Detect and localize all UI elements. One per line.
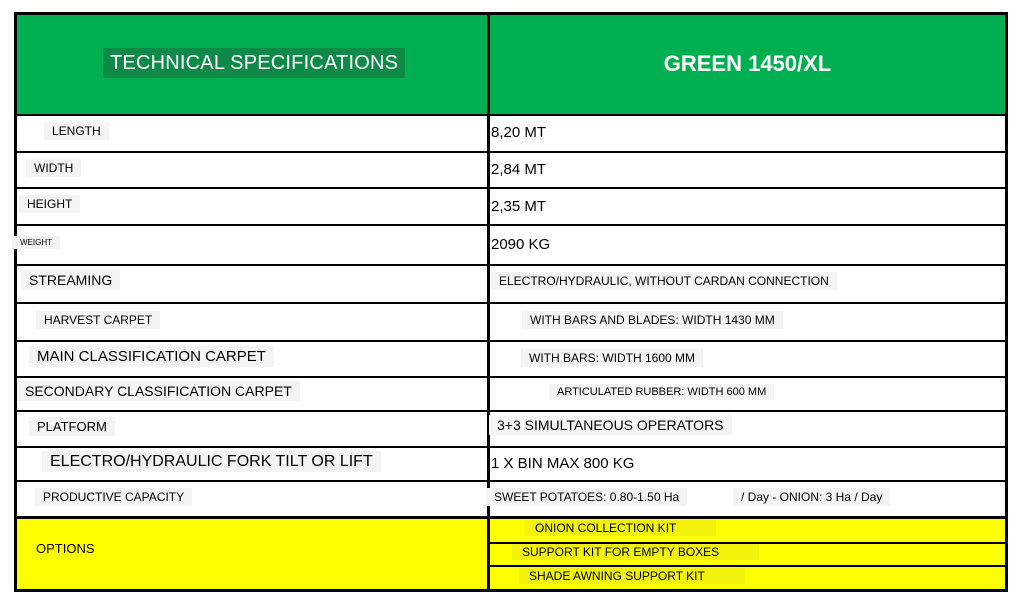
spec-label-height: HEIGHT: [19, 197, 80, 211]
row-divider: [17, 264, 1005, 266]
spec-value-height: 2,35 MT: [491, 198, 547, 215]
spec-label-secondary-classification-carpet: SECONDARY CLASSIFICATION CARPET: [17, 383, 300, 399]
spec-value-main-classification-carpet: WITH BARS: WIDTH 1600 MM: [521, 351, 703, 365]
spec-label-fork: ELECTRO/HYDRAULIC FORK TILT OR LIFT: [42, 453, 381, 471]
spec-label-length: LENGTH: [44, 124, 109, 138]
options-divider: [490, 565, 1005, 567]
spec-label-weight: WEIGHT: [12, 238, 60, 247]
spec-title: TECHNICAL SPECIFICATIONS: [103, 48, 405, 78]
row-divider: [17, 480, 1005, 482]
row-divider: [17, 302, 1005, 304]
spec-value-fork: 1 X BIN MAX 800 KG: [491, 455, 635, 472]
row-divider: [17, 516, 1005, 519]
spec-value-length: 8,20 MT: [491, 124, 547, 141]
row-divider: [17, 187, 1005, 189]
spec-value-platform: 3+3 SIMULTANEOUS OPERATORS: [489, 417, 732, 433]
option-shade-awning-support-kit: SHADE AWNING SUPPORT KIT: [519, 569, 745, 583]
model-name: GREEN 1450/XL: [663, 51, 832, 76]
row-divider: [17, 410, 1005, 412]
spec-label-streaming: STREAMING: [21, 272, 120, 288]
spec-value-secondary-classification-carpet: ARTICULATED RUBBER: WIDTH 600 MM: [549, 386, 774, 398]
spec-label-main-classification-carpet: MAIN CLASSIFICATION CARPET: [29, 348, 274, 365]
spec-label-productive-capacity: PRODUCTIVE CAPACITY: [35, 490, 192, 504]
row-divider: [17, 376, 1005, 378]
spec-label-platform: PLATFORM: [29, 419, 115, 434]
spec-value-weight: 2090 KG: [491, 236, 551, 253]
spec-value-harvest-carpet: WITH BARS AND BLADES: WIDTH 1430 MM: [522, 313, 783, 327]
spec-value-width: 2,84 MT: [491, 161, 547, 178]
row-divider: [17, 114, 1005, 116]
spec-value-streaming: ELECTRO/HYDRAULIC, WITHOUT CARDAN CONNECTION: [491, 274, 837, 288]
row-divider: [17, 340, 1005, 342]
spec-value-productive-capacity-b: / Day - ONION: 3 Ha / Day: [733, 490, 890, 504]
row-divider: [17, 446, 1005, 448]
spec-value-productive-capacity-a: SWEET POTATOES: 0.80-1.50 Ha: [486, 490, 687, 504]
option-onion-collection-kit: ONION COLLECTION KIT: [525, 521, 716, 535]
row-divider: [17, 224, 1005, 226]
option-support-kit-empty-boxes: SUPPORT KIT FOR EMPTY BOXES: [512, 545, 759, 559]
options-label: OPTIONS: [36, 541, 95, 556]
spec-label-harvest-carpet: HARVEST CARPET: [36, 313, 160, 327]
row-divider: [17, 151, 1005, 153]
spec-label-width: WIDTH: [26, 161, 81, 175]
